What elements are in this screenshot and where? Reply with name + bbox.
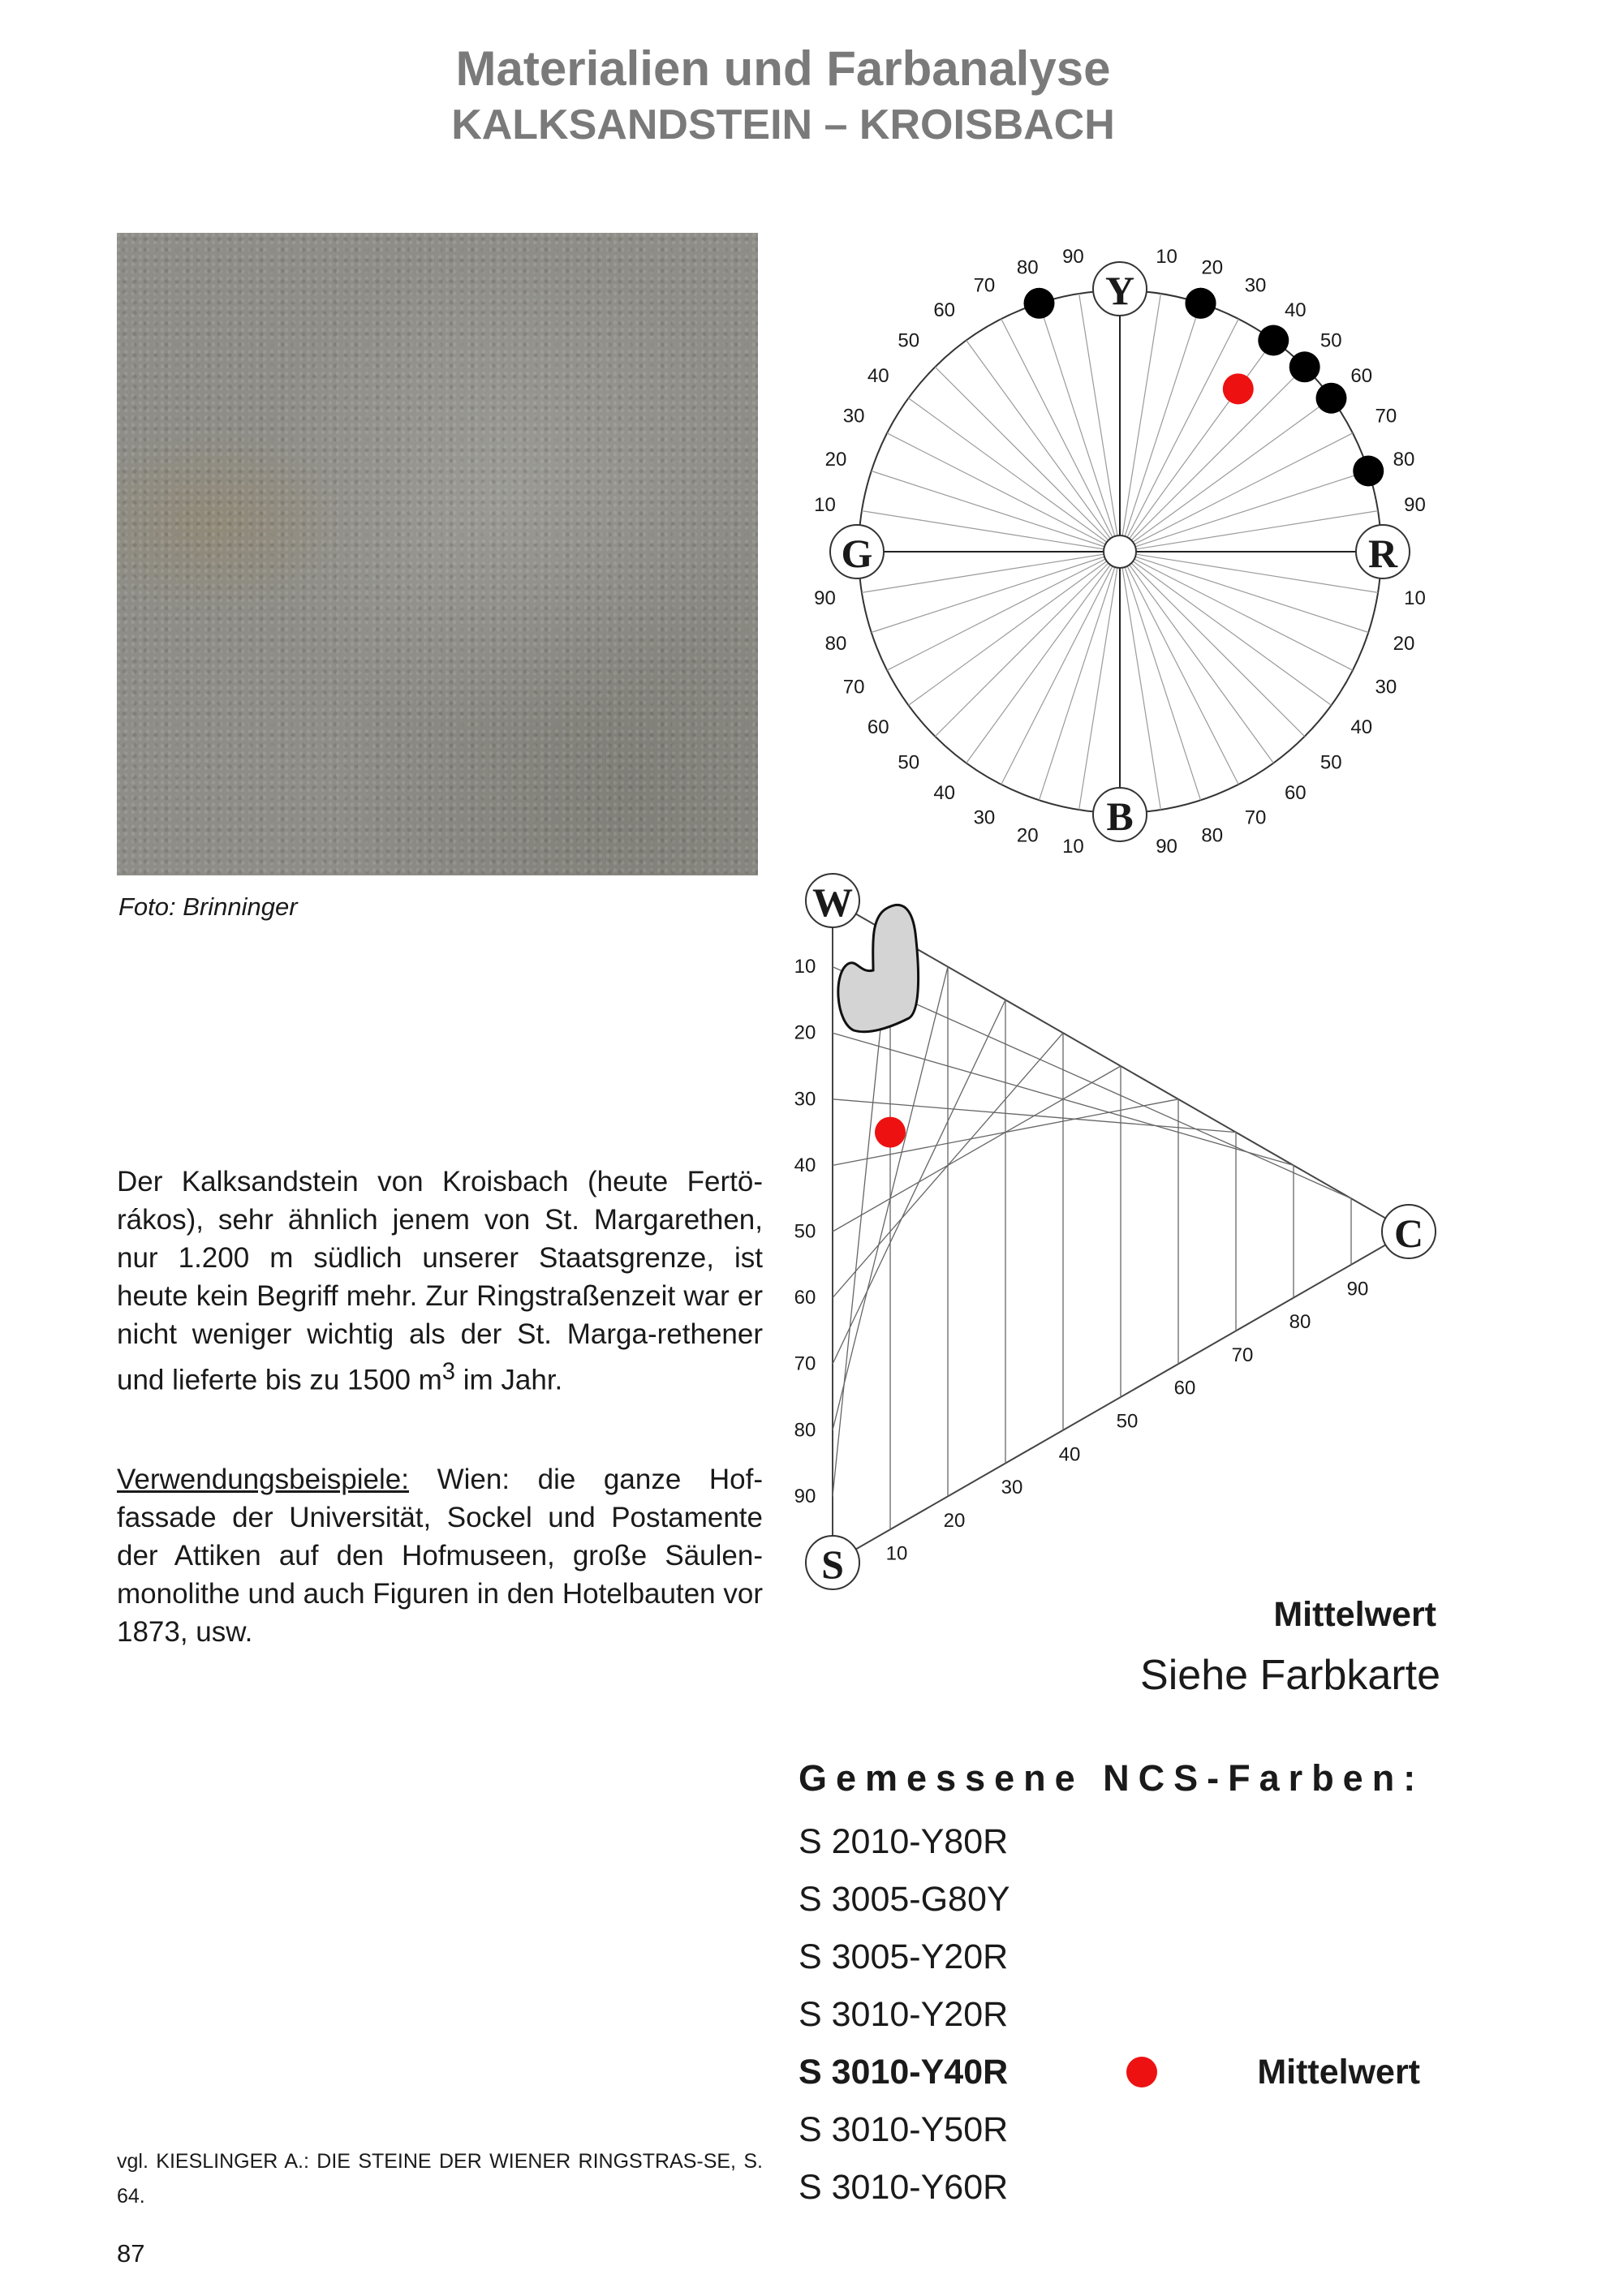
chromaticness-tick-label: 30 (1001, 1477, 1023, 1499)
hue-spoke (1079, 552, 1120, 810)
hue-spoke (966, 340, 1120, 552)
blackness-tick-label: 50 (794, 1220, 816, 1243)
hue-spoke (966, 552, 1120, 763)
superscript-3: 3 (441, 1359, 456, 1385)
hue-spoke (1120, 367, 1305, 552)
hue-tick-label: 60 (867, 716, 889, 738)
hue-spoke (1120, 471, 1368, 552)
triangle-grid (833, 901, 1409, 1563)
hue-spoke (1001, 552, 1120, 785)
measured-hue-point (1316, 383, 1347, 414)
hue-spoke (1120, 552, 1353, 670)
hue-spoke (887, 552, 1120, 670)
chromaticness-tick-label: 70 (1231, 1344, 1254, 1366)
hue-tick-label: 20 (1016, 824, 1039, 847)
ncs-hue-circle (814, 246, 1426, 858)
ncs-color-row (799, 1990, 1448, 2039)
hue-pole-label: G (841, 531, 873, 576)
hue-tick-label: 30 (973, 806, 996, 829)
chromaticness-tick-label: 10 (885, 1542, 908, 1565)
chromaticness-tick-label: 40 (1058, 1443, 1081, 1466)
ncs-color-row (799, 1875, 1448, 1924)
blackness-tick-label: 80 (794, 1419, 816, 1442)
blackness-tick-label: 20 (794, 1021, 816, 1044)
hue-tick-label: 40 (1350, 716, 1373, 738)
hue-tick-label: 70 (1375, 405, 1397, 428)
mean-marker-dot (1126, 2057, 1157, 2087)
hue-spoke (887, 433, 1120, 552)
hue-spoke (1079, 294, 1120, 552)
triangle-corner-label: S (821, 1541, 844, 1587)
ncs-color-row-mean (799, 2048, 1448, 2096)
ncs-colors-heading: Gemessene NCS-Farben: (799, 1757, 1425, 1799)
hue-tick-label: 20 (824, 448, 847, 471)
hue-tick-label: 70 (1244, 806, 1267, 829)
description-paragraph (117, 1163, 763, 1400)
hue-tick-label: 50 (1319, 329, 1342, 352)
page-number: 87 (117, 2239, 145, 2268)
chromaticness-tick-label: 80 (1289, 1311, 1311, 1334)
hue-spoke (872, 471, 1120, 552)
hue-spoke (1120, 511, 1378, 552)
hue-tick-label: 90 (1062, 246, 1084, 269)
hue-spoke (1120, 294, 1160, 552)
blackness-tick-label: 40 (794, 1154, 816, 1176)
mean-value-label: Mittelwert (1273, 1595, 1436, 1634)
measured-hue-point (1023, 288, 1054, 319)
hue-spoke (1120, 552, 1201, 800)
description-text-end: im Jahr. (455, 1364, 563, 1396)
hue-pole-label: Y (1104, 268, 1135, 313)
measured-hue-point (1186, 288, 1216, 319)
hue-tick-label: 90 (1404, 493, 1426, 516)
hue-tick-label: 40 (933, 782, 956, 805)
photo-caption: Foto: Brinninger (118, 892, 298, 921)
color-card-note: Siehe Farbkarte (1140, 1652, 1440, 1699)
ncs-code: S 3005-G80Y (799, 1880, 1010, 1919)
chromaticness-tick-label: 50 (1116, 1410, 1139, 1433)
ncs-color-row (799, 1933, 1448, 1981)
triangle-corner-label: C (1393, 1210, 1424, 1256)
ncs-code: S 2010-Y80R (799, 1822, 1009, 1861)
hue-tick-label: 80 (1201, 824, 1224, 847)
ncs-color-row (799, 2105, 1448, 2154)
hue-tick-label: 70 (973, 274, 996, 297)
mean-triangle-point (875, 1117, 906, 1148)
ncs-diagrams (779, 219, 1461, 1598)
ncs-code: S 3010-Y60R (799, 2168, 1009, 2207)
hue-tick-label: 30 (842, 405, 865, 428)
ncs-color-row (799, 2163, 1448, 2212)
hue-spoke (862, 552, 1120, 592)
hue-tick-label: 10 (1156, 246, 1177, 269)
description-text: Der Kalksandstein von Kroisbach (heute Fertö-rákos), sehr ähnlich jenem von St. Margarethen, nur 1.200 m südlich unserer Staatsgrenze, ist heute kein Begriff mehr. Zur Ringstraßenzeit war er nicht weniger wichtig als der St. Marga-rethener und lieferte bis zu 1500 m (117, 1166, 763, 1396)
hue-tick-label: 60 (1284, 782, 1307, 805)
hue-tick-label: 40 (1284, 299, 1307, 321)
hue-tick-label: 60 (1350, 365, 1373, 388)
measured-hue-point (1258, 325, 1289, 355)
blackness-gridline (833, 1000, 1005, 1364)
hue-spoke (1120, 552, 1368, 633)
ncs-code: S 3010-Y50R (799, 2110, 1009, 2149)
hue-spoke (1120, 319, 1238, 552)
hue-spoke (1120, 552, 1332, 705)
hue-spoke (908, 398, 1120, 552)
hue-tick-label: 20 (1201, 256, 1224, 279)
hue-spoke (1001, 319, 1120, 552)
hue-spoke (1039, 303, 1120, 552)
hue-tick-label: 80 (1016, 256, 1039, 279)
hue-tick-label: 50 (1319, 751, 1342, 774)
ncs-color-row (799, 1817, 1448, 1866)
hue-spoke (1120, 552, 1273, 763)
hue-tick-label: 70 (842, 676, 865, 699)
page-subtitle: KALKSANDSTEIN – KROISBACH (451, 101, 1115, 148)
chromaticness-tick-label: 90 (1346, 1278, 1369, 1301)
hue-tick-label: 60 (933, 299, 956, 321)
hue-spoke (1120, 552, 1160, 810)
hue-tick-label: 80 (824, 633, 847, 656)
hue-tick-label: 80 (1393, 448, 1415, 471)
stone-sample-photo (117, 233, 758, 875)
usage-examples-label: Verwendungsbeispiele: (117, 1464, 409, 1495)
hue-spoke (935, 552, 1120, 737)
triangle-corner-label: W (812, 879, 853, 925)
blackness-gridline (833, 1066, 1121, 1232)
measured-hue-point (1353, 455, 1384, 486)
blackness-tick-label: 70 (794, 1352, 816, 1375)
hue-spoke (1120, 398, 1332, 552)
blackness-tick-label: 90 (794, 1485, 816, 1507)
measured-hue-point (1289, 351, 1320, 382)
ncs-code: S 3005-Y20R (799, 1937, 1009, 1976)
hue-spoke (1120, 303, 1201, 552)
hue-tick-label: 90 (814, 587, 836, 610)
hue-spoke (1039, 552, 1120, 800)
usage-examples-text: Wien: die ganze Hof-fassade der Universität, Sockel und Postamente der Attiken auf den Hofmuseen, große Säulen-monolithe und auch Figuren in den Hotelbauten vor 1873, usw. (117, 1464, 763, 1648)
footnote: vgl. KIESLINGER A.: DIE STEINE DER WIENER RINGSTRAS-SE, S. 64. (117, 2150, 763, 2208)
hue-spoke (862, 511, 1120, 552)
hue-tick-label: 10 (1062, 835, 1084, 858)
hue-tick-label: 10 (1404, 587, 1426, 610)
blackness-tick-label: 30 (794, 1088, 816, 1111)
hue-spoke (1120, 552, 1305, 737)
hue-tick-label: 20 (1393, 633, 1415, 656)
hue-spoke (908, 552, 1120, 705)
hue-tick-label: 30 (1375, 676, 1397, 699)
triangle-points (875, 1117, 906, 1148)
hue-pole-label: R (1367, 531, 1398, 576)
hue-tick-label: 10 (814, 493, 836, 516)
hue-circle-center (1104, 535, 1136, 568)
hue-spoke (1120, 340, 1273, 552)
usage-examples-paragraph (117, 1460, 763, 1651)
page-title: Materialien und Farbanalyse (455, 41, 1111, 96)
hue-tick-label: 30 (1244, 274, 1267, 297)
hue-spoke (1120, 552, 1378, 592)
hue-tick-label: 50 (898, 751, 920, 774)
hue-spoke (872, 552, 1120, 633)
ncs-triangle (794, 874, 1436, 1589)
blackness-tick-label: 60 (794, 1287, 816, 1309)
mean-value-note: Mittelwert (1257, 2053, 1420, 2092)
hue-tick-label: 40 (867, 365, 889, 388)
chromaticness-tick-label: 20 (943, 1509, 966, 1532)
ncs-code: S 3010-Y40R (799, 2053, 1009, 2092)
hue-tick-label: 90 (1156, 835, 1177, 858)
chromaticness-tick-label: 60 (1173, 1377, 1196, 1400)
hue-spoke (1120, 552, 1238, 785)
blackness-tick-label: 10 (794, 956, 816, 978)
hue-tick-label: 50 (898, 329, 920, 352)
hue-pole-label: B (1106, 793, 1134, 839)
hue-spoke (1120, 433, 1353, 552)
ncs-code: S 3010-Y20R (799, 1995, 1009, 2034)
mean-hue-point (1223, 373, 1254, 404)
hue-spoke (935, 367, 1120, 552)
